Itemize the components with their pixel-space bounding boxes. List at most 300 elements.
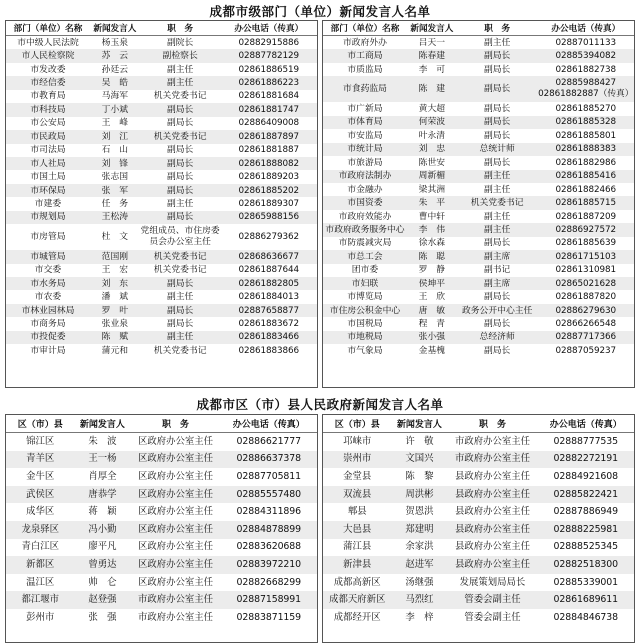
column-header-phone: 办公电话（传真）	[221, 21, 317, 36]
cell-department: 市建委	[34, 198, 62, 209]
cell-spokesperson: 王松涛	[90, 211, 140, 224]
cell-spokesperson: 马烈红	[391, 591, 447, 609]
cell-spokesperson: 罗 静	[418, 265, 446, 276]
table-row	[6, 90, 317, 103]
cell-department: 市广新局	[347, 104, 383, 115]
cell-position: 副局长	[457, 116, 538, 129]
header-row	[6, 415, 317, 433]
cell-position: 管委会副主任	[464, 611, 521, 623]
column-header-department: 部门（单位）名称	[323, 21, 407, 36]
cell-district: 龙泉驿区	[6, 521, 74, 539]
table-row	[6, 117, 317, 130]
cell-position: 副主任	[483, 184, 511, 195]
cell-department: 市交委	[34, 265, 62, 276]
table-row	[6, 130, 317, 143]
cell-position: 副局长	[166, 319, 194, 330]
cell-phone: 02886409008	[238, 118, 300, 129]
cell-position: 副主任	[457, 223, 538, 236]
cell-phone: 02888525345	[553, 541, 619, 553]
cell-district: 新津县	[323, 556, 391, 574]
cell-position: 机关党委书记	[153, 265, 207, 276]
cell-position: 县政府办公室主任	[447, 486, 537, 504]
cell-department: 市博览局	[347, 292, 383, 303]
header-row	[6, 21, 317, 36]
table-row	[323, 156, 634, 169]
cell-district: 成都高新区	[333, 576, 381, 588]
cell-spokesperson: 潘 斌	[101, 292, 129, 303]
cell-district: 武侯区	[6, 486, 74, 504]
list-table	[323, 415, 634, 627]
cell-phone: 02861885328	[538, 116, 634, 129]
cell-department: 市农委	[34, 292, 62, 303]
cell-phone: 02887717366	[538, 331, 634, 344]
cell-position: 副局长	[483, 238, 511, 249]
cell-district: 金牛区	[26, 470, 55, 482]
table-row	[323, 264, 634, 277]
table-row	[6, 331, 317, 344]
cell-spokesperson: 杜 文	[101, 231, 129, 242]
cell-position: 县政府办公室主任	[447, 521, 537, 539]
cell-phone: 02885339001	[553, 576, 619, 588]
cell-spokesperson: 苏 云	[90, 49, 140, 62]
column-header-phone: 办公电话（传真）	[221, 415, 317, 433]
cell-position: 副局长	[483, 319, 511, 330]
column-header-position: 职 务	[447, 415, 537, 433]
cell-position: 副主任	[166, 292, 194, 303]
cell-phone: 02883620688	[236, 541, 302, 553]
cell-phone: 02861689611	[538, 591, 634, 609]
column-header-district: 区（市）县	[323, 415, 391, 433]
cell-department: 市公安局	[30, 118, 66, 129]
cell-spokesperson: 刘 锋	[90, 157, 140, 170]
table-row	[323, 223, 634, 236]
cell-spokesperson: 汤继强	[405, 576, 434, 588]
cell-department: 市旅游局	[347, 157, 383, 168]
table-row	[323, 277, 634, 290]
cell-spokesperson: 刘 东	[90, 277, 140, 290]
table-row	[6, 277, 317, 290]
cell-position: 区政府办公室主任	[137, 506, 213, 518]
cell-position: 机关党委书记	[140, 250, 221, 263]
cell-department: 市房管局	[30, 231, 66, 242]
cell-spokesperson: 石 山	[101, 145, 129, 156]
cell-spokesperson: 余家洪	[405, 541, 434, 553]
cell-position: 县政府办公室主任	[454, 506, 530, 518]
cell-department: 市水务局	[6, 277, 90, 290]
cell-spokesperson: 周洪彬	[391, 486, 447, 504]
column-header-spokesperson: 新闻发言人	[90, 21, 140, 36]
cell-spokesperson: 蒋 颖	[88, 506, 117, 518]
cell-department: 市安监局	[347, 130, 383, 141]
table-row	[323, 129, 634, 142]
cell-phone: 02861888082	[221, 157, 317, 170]
cell-district: 蒲江县	[343, 541, 372, 553]
cell-spokesperson: 叶永清	[418, 130, 446, 141]
table-row	[323, 317, 634, 330]
cell-phone: 02861887209	[555, 211, 617, 222]
cell-phone: 02887705811	[236, 470, 302, 482]
table-row	[6, 539, 317, 557]
cell-position: 副局长	[140, 184, 221, 197]
cell-position: 副局长	[140, 157, 221, 170]
cell-department: 市政府效能办	[338, 211, 392, 222]
cell-phone: 02884921608	[553, 470, 619, 482]
table-row	[323, 521, 634, 539]
cell-spokesperson: 朱 平	[407, 196, 457, 209]
cell-position: 发展策划局局长	[459, 576, 526, 588]
table-row	[6, 290, 317, 303]
table-row	[6, 63, 317, 76]
cell-phone: 02861889203	[238, 172, 300, 183]
cell-spokesperson: 唐 敏	[407, 304, 457, 317]
cell-phone: 02861882466	[555, 184, 617, 195]
cell-spokesperson: 梁其洲	[418, 184, 446, 195]
table-row	[323, 102, 634, 115]
cell-position: 副主任	[457, 170, 538, 183]
cell-spokesperson: 文国兴	[391, 451, 447, 469]
cell-position: 县政府办公室主任	[454, 541, 530, 553]
cell-spokesperson: 赵登强	[74, 591, 130, 609]
table-row	[323, 196, 634, 209]
cell-spokesperson: 贺恩洪	[405, 506, 434, 518]
cell-phone: 02883871159	[236, 611, 302, 623]
cell-position: 政务公开中心主任	[457, 304, 538, 317]
table-row	[6, 451, 317, 469]
column-header-position: 职 务	[457, 21, 538, 36]
list-table	[6, 21, 317, 358]
cell-department: 市国资委	[323, 196, 407, 209]
cell-department: 市司法局	[30, 145, 66, 156]
cell-phone: 02861885801	[555, 130, 617, 141]
table-row	[323, 290, 634, 303]
cell-spokesperson: 徐水森	[418, 238, 446, 249]
cell-position: 副局长	[457, 76, 538, 102]
table-row	[6, 144, 317, 157]
cell-phone: 02865021628	[538, 277, 634, 290]
cell-department: 市审计局	[30, 345, 66, 356]
cell-phone: 02861885270	[555, 104, 617, 115]
cell-phone: 02861887897	[221, 130, 317, 143]
table-row	[323, 486, 634, 504]
cell-position: 副局长	[483, 292, 511, 303]
cell-phone: 02861715103	[538, 250, 634, 263]
table-row	[6, 103, 317, 116]
cell-spokesperson: 李 可	[418, 64, 446, 75]
cell-spokesperson: 刘 江	[90, 130, 140, 143]
table-row	[6, 486, 317, 504]
cell-phone: 02861881684	[238, 91, 300, 102]
cell-spokesperson: 张志国	[101, 172, 129, 183]
cell-department: 市工商局	[323, 49, 407, 62]
table-row	[323, 183, 634, 196]
cell-district: 青羊区	[6, 451, 74, 469]
table-row	[323, 331, 634, 344]
cell-spokesperson: 王一杨	[74, 451, 130, 469]
table-row	[6, 197, 317, 210]
cell-position: 副主任	[166, 64, 194, 75]
cell-position: 副局长	[457, 49, 538, 62]
table-row	[323, 170, 634, 183]
table-row	[6, 609, 317, 627]
cell-phone: 02861885715	[538, 196, 634, 209]
cell-district: 成都经开区	[333, 611, 381, 623]
cell-department: 市妇联	[323, 277, 407, 290]
cell-spokesperson: 何荣波	[407, 116, 457, 129]
cell-department: 市统计局	[323, 143, 407, 156]
departments-table-left	[5, 20, 318, 388]
cell-district: 郫县	[347, 506, 367, 518]
column-header-phone: 办公电话（传真）	[538, 21, 634, 36]
cell-department: 市发改委	[30, 64, 66, 75]
cell-position: 副局长	[483, 130, 511, 141]
column-header-district: 区（市）县	[6, 415, 74, 433]
cell-position: 机关党委书记	[457, 196, 538, 209]
cell-district: 邛崃市	[343, 435, 372, 447]
cell-phone: 02882915886	[238, 37, 300, 48]
cell-phone: 02861889307	[238, 198, 300, 209]
cell-position: 副书记	[483, 265, 511, 276]
table-row	[6, 211, 317, 224]
cell-position: 机关党委书记	[140, 130, 221, 143]
cell-position: 县政府办公室主任	[447, 556, 537, 574]
cell-phone: 02887886949	[553, 506, 619, 518]
cell-phone: 02882272191	[538, 451, 634, 469]
cell-district: 锦江区	[26, 435, 55, 447]
table-row	[323, 609, 634, 627]
cell-department: 市城管局	[6, 250, 90, 263]
table-row	[323, 36, 634, 50]
table-row	[6, 468, 317, 486]
cell-department: 市气象局	[347, 345, 383, 356]
cell-district: 青白江区	[21, 541, 59, 553]
cell-spokesperson: 李 梓	[405, 611, 434, 623]
cell-spokesperson: 侯坤平	[407, 277, 457, 290]
cell-spokesperson: 周新楣	[407, 170, 457, 183]
cell-phone: 02865988156	[221, 211, 317, 224]
cell-department: 市国土局	[30, 172, 66, 183]
cell-spokesperson: 陈世安	[418, 157, 446, 168]
column-header-spokesperson: 新闻发言人	[74, 415, 130, 433]
table-row	[323, 433, 634, 451]
table-row	[6, 224, 317, 250]
cell-position: 区政府办公室主任	[130, 451, 220, 469]
cell-phone: 02885394082	[538, 49, 634, 62]
header-row	[323, 21, 634, 36]
cell-spokesperson: 程 青	[418, 319, 446, 330]
cell-phone: 02861887644	[238, 265, 300, 276]
cell-phone: 02886279630	[538, 304, 634, 317]
cell-spokesperson: 张 军	[90, 184, 140, 197]
cell-position: 市政府办公室主任	[454, 435, 530, 447]
cell-phone: 02861883866	[238, 345, 300, 356]
cell-spokesperson: 郑建明	[391, 521, 447, 539]
cell-department: 市政府政务服务中心	[323, 223, 407, 236]
table-row	[6, 170, 317, 183]
table-row	[6, 503, 317, 521]
cell-department: 市经信委	[6, 76, 90, 89]
cell-spokesperson: 陈 黎	[405, 470, 434, 482]
cell-spokesperson: 唐恭学	[74, 486, 130, 504]
cell-phone: 02887158991	[221, 591, 317, 609]
cell-phone: 02887059237	[555, 345, 617, 356]
cell-spokesperson: 李 伟	[407, 223, 457, 236]
cell-spokesperson: 孙廷云	[101, 64, 129, 75]
table-row	[323, 468, 634, 486]
cell-position: 副主席	[457, 250, 538, 263]
bottom-list-title: 成都市区（市）县人民政府新闻发言人名单	[196, 397, 444, 412]
cell-position: 总经济师	[457, 331, 538, 344]
cell-phone: 02861884013	[238, 292, 300, 303]
table-row	[6, 36, 317, 50]
table-row	[323, 143, 634, 156]
cell-department: 市金融办	[347, 184, 383, 195]
list-table	[323, 21, 634, 358]
cell-phone: 02861885639	[555, 238, 617, 249]
cell-district: 大邑县	[323, 521, 391, 539]
cell-spokesperson: 吕天一	[418, 37, 446, 48]
cell-spokesperson: 陈 建	[407, 76, 457, 102]
cell-phone: 02886279362	[238, 231, 300, 242]
districts-table-right	[322, 414, 635, 643]
cell-spokesperson: 冯小勤	[74, 521, 130, 539]
cell-district: 新都区	[6, 556, 74, 574]
cell-phone: 02887782129	[221, 49, 317, 62]
cell-phone: 02861310981	[555, 265, 617, 276]
cell-phone: 02884311896	[236, 506, 302, 518]
cell-position: 副局长	[483, 64, 511, 75]
cell-department: 市教育局	[30, 91, 66, 102]
cell-position: 副局长	[166, 145, 194, 156]
cell-spokesperson: 任 务	[101, 198, 129, 209]
cell-spokesperson: 陈 赋	[90, 331, 140, 344]
cell-department: 市总工会	[323, 250, 407, 263]
cell-district: 金堂县	[343, 470, 372, 482]
cell-spokesperson: 帅 仑	[88, 576, 117, 588]
cell-spokesperson: 陈春建	[407, 49, 457, 62]
cell-spokesperson: 金基槐	[418, 345, 446, 356]
cell-spokesperson: 朱 波	[88, 435, 117, 447]
departments-table-right	[322, 20, 635, 388]
table-row	[6, 264, 317, 277]
cell-spokesperson: 张业泉	[101, 319, 129, 330]
cell-phone: 02861886519	[238, 64, 300, 75]
cell-spokesperson: 赵进军	[391, 556, 447, 574]
table-row	[323, 574, 634, 592]
cell-department: 市中级人民法院	[17, 37, 79, 48]
cell-department: 市地税局	[323, 331, 407, 344]
cell-phone: 02861881887	[238, 145, 300, 156]
cell-position: 副主席	[457, 277, 538, 290]
cell-department: 市商务局	[30, 319, 66, 330]
cell-department: 市政府法制办	[323, 170, 407, 183]
cell-phone: 02861885202	[221, 184, 317, 197]
column-header-position: 职 务	[140, 21, 221, 36]
table-row	[6, 317, 317, 330]
cell-position: 副局长	[140, 277, 221, 290]
cell-department: 市林业园林局	[6, 304, 90, 317]
cell-spokesperson: 廖平凡	[88, 541, 117, 553]
cell-phone: 02861883672	[238, 319, 300, 330]
cell-position: 市政府办公室主任	[447, 451, 537, 469]
cell-position: 副局长	[483, 345, 511, 356]
cell-department: 市质监局	[347, 64, 383, 75]
cell-spokesperson: 曹中轩	[418, 211, 446, 222]
cell-spokesperson: 王 宏	[101, 265, 129, 276]
table-row	[323, 63, 634, 76]
top-list-title: 成都市级部门（单位）新闻发言人名单	[209, 4, 431, 19]
cell-position: 副局长	[166, 172, 194, 183]
table-row	[323, 116, 634, 129]
column-header-phone: 办公电话（传真）	[538, 415, 634, 433]
cell-department: 市科技局	[6, 103, 90, 116]
cell-position: 副检察长	[140, 49, 221, 62]
cell-position: 副局长	[140, 304, 221, 317]
cell-position: 区政府办公室主任	[137, 470, 213, 482]
table-row	[323, 76, 634, 102]
cell-position: 副主任	[166, 198, 194, 209]
cell-phone: 02884846738	[553, 611, 619, 623]
cell-position: 副局长	[140, 103, 221, 116]
cell-position: 副局长	[483, 157, 511, 168]
cell-position: 副院长	[166, 37, 194, 48]
table-row	[323, 250, 634, 263]
cell-spokesperson: 刘 忠	[407, 143, 457, 156]
cell-position: 区政府办公室主任	[130, 521, 220, 539]
column-header-spokesperson: 新闻发言人	[407, 21, 457, 36]
table-row	[6, 157, 317, 170]
cell-position: 副主任	[140, 331, 221, 344]
cell-spokesperson: 范国刚	[90, 250, 140, 263]
cell-position: 机关党委书记	[153, 345, 207, 356]
cell-phone: 02861887820	[555, 292, 617, 303]
cell-position: 党组成员、市住房委员会办公室主任	[140, 226, 220, 248]
cell-district: 彭州市	[26, 611, 55, 623]
cell-phone: 02861882986	[555, 157, 617, 168]
cell-spokesperson: 黄大超	[418, 104, 446, 115]
cell-spokesperson: 肖厚全	[88, 470, 117, 482]
cell-district: 双流县	[323, 486, 391, 504]
districts-table-left	[5, 414, 318, 643]
cell-phone: 02882668299	[236, 576, 302, 588]
table-row	[323, 49, 634, 62]
cell-position: 区政府办公室主任	[130, 486, 220, 504]
cell-phone: 02885822421	[538, 486, 634, 504]
cell-position: 副局长	[166, 118, 194, 129]
cell-spokesperson: 张 强	[88, 611, 117, 623]
cell-district: 温江区	[26, 576, 55, 588]
cell-district: 成都天府新区	[323, 591, 391, 609]
table-row	[6, 556, 317, 574]
table-row	[323, 556, 634, 574]
cell-department: 市人社局	[6, 157, 90, 170]
cell-phone: 02886621777	[236, 435, 302, 447]
table-row	[323, 304, 634, 317]
cell-phone: 02861888383	[538, 143, 634, 156]
cell-position: 机关党委书记	[153, 91, 207, 102]
cell-spokesperson: 丁小斌	[90, 103, 140, 116]
cell-department: 市人民检察院	[6, 49, 90, 62]
cell-department: 市环保局	[6, 184, 90, 197]
cell-phone: 02887658877	[221, 304, 317, 317]
column-header-position: 职 务	[130, 415, 220, 433]
cell-position: 区政府办公室主任	[137, 576, 213, 588]
cell-position: 市政府办公室主任	[137, 611, 213, 623]
cell-department: 团市委	[351, 265, 379, 276]
table-row	[6, 574, 317, 592]
table-row	[6, 344, 317, 357]
table-row	[6, 250, 317, 263]
cell-position: 区政府办公室主任	[130, 556, 220, 574]
